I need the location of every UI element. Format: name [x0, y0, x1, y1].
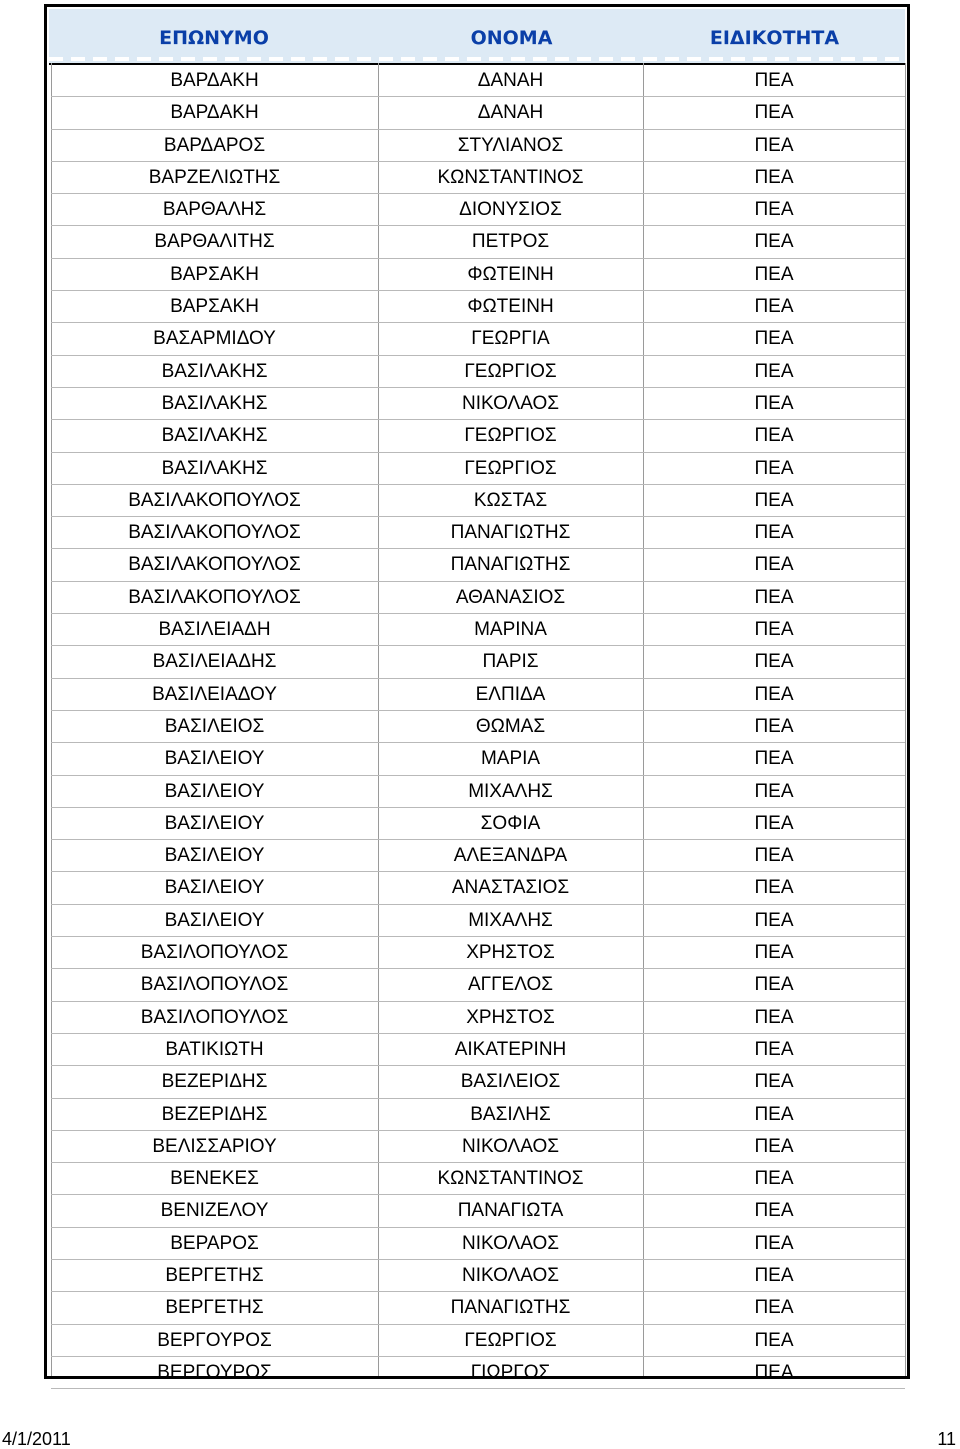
surname-cell: ΒΕΝΙΖΕΛΟΥ	[160, 1200, 269, 1222]
table-row	[51, 388, 905, 420]
first-name-cell: ΧΡΗΣΤΟΣ	[466, 1006, 555, 1028]
page-number: 11	[937, 1429, 956, 1449]
first-name-cell: ΑΙΚΑΤΕΡΙΝΗ	[454, 1038, 567, 1060]
specialty-cell: ΠΕΑ	[754, 748, 794, 770]
first-name-cell: ΚΩΝΣΤΑΝΤΙΝΟΣ	[437, 166, 584, 188]
first-name-cell: ΓΕΩΡΓΙΟΣ	[464, 1329, 557, 1351]
surname-cell: ΒΑΣΙΛΑΚΗΣ	[161, 457, 268, 479]
surname-cell: ΒΕΡΓΕΤΗΣ	[165, 1264, 264, 1286]
surname-cell: ΒΑΣΙΛΑΚΟΠΟΥΛΟΣ	[128, 586, 301, 608]
table-row	[51, 646, 905, 678]
first-name-cell: ΜΑΡΙΝΑ	[474, 619, 547, 641]
staff-table	[44, 4, 910, 1383]
table-row	[51, 97, 905, 129]
first-name-cell: ΔΑΝΑΗ	[477, 70, 544, 91]
first-name-cell: ΑΓΓΕΛΟΣ	[467, 974, 554, 996]
specialty-cell: ΠΕΑ	[754, 1103, 794, 1125]
surname-cell: ΒΑΣΙΛΑΚΟΠΟΥΛΟΣ	[128, 554, 301, 576]
table-row	[51, 808, 905, 840]
header-surname: ΕΠΩΝΥΜΟ	[159, 27, 269, 49]
table-row	[51, 130, 905, 162]
first-name-cell: ΓΕΩΡΓΙΟΣ	[464, 360, 557, 382]
specialty-cell: ΠΕΑ	[754, 586, 794, 608]
table-header-row	[49, 9, 905, 65]
column-divider	[905, 63, 906, 1376]
surname-cell: ΒΑΣΙΛΑΚΟΠΟΥΛΟΣ	[128, 522, 301, 544]
surname-cell: ΒΑΣΙΛΕΙΟΥ	[164, 812, 265, 834]
surname-cell: ΒΑΣΙΛΕΙΟΣ	[164, 715, 265, 737]
table-row	[51, 485, 905, 517]
specialty-cell: ΠΕΑ	[754, 1006, 794, 1028]
specialty-cell: ΠΕΑ	[754, 134, 794, 156]
first-name-cell: ΔΑΝΑΗ	[477, 102, 544, 124]
table-row	[51, 1357, 905, 1389]
table-row	[51, 1195, 905, 1227]
specialty-cell: ΠΕΑ	[754, 812, 794, 834]
first-name-cell: ΜΑΡΙΑ	[480, 748, 541, 770]
surname-cell: ΒΕΡΓΟΥΡΟΣ	[157, 1361, 272, 1383]
specialty-cell: ΠΕΑ	[754, 1361, 794, 1383]
surname-cell: ΒΕΖΕΡΙΔΗΣ	[161, 1071, 268, 1093]
footer-date: 4/1/2011	[2, 1429, 71, 1449]
table-row	[51, 937, 905, 969]
table-row	[51, 1066, 905, 1098]
specialty-cell: ΠΕΑ	[754, 70, 794, 91]
first-name-cell: ΣΟΦΙΑ	[480, 812, 541, 834]
surname-cell: ΒΑΣΙΛΟΠΟΥΛΟΣ	[140, 942, 289, 964]
first-name-cell: ΑΘΑΝΑΣΙΟΣ	[455, 586, 566, 608]
table-row	[51, 776, 905, 808]
specialty-cell: ΠΕΑ	[754, 683, 794, 705]
first-name-cell: ΓΙΩΡΓΟΣ	[470, 1361, 551, 1383]
table-row	[51, 356, 905, 388]
table-row	[51, 226, 905, 258]
surname-cell: ΒΑΡΘΑΛΗΣ	[162, 199, 267, 221]
specialty-cell: ΠΕΑ	[754, 392, 794, 414]
first-name-cell: ΝΙΚΟΛΑΟΣ	[461, 1135, 559, 1157]
first-name-cell: ΠΑΡΙΣ	[482, 651, 539, 673]
surname-cell: ΒΑΣΙΛΕΙΟΥ	[164, 909, 265, 931]
surname-cell: ΒΑΣΙΛΕΙΑΔΟΥ	[152, 683, 277, 705]
first-name-cell: ΣΤΥΛΙΑΝΟΣ	[457, 134, 564, 156]
first-name-cell: ΑΛΕΞΑΝΔΡΑ	[453, 845, 568, 867]
specialty-cell: ΠΕΑ	[754, 974, 794, 996]
table-row	[51, 1292, 905, 1324]
surname-cell: ΒΕΡΓΕΤΗΣ	[165, 1297, 264, 1319]
table-row	[51, 549, 905, 581]
table-row	[51, 291, 905, 323]
first-name-cell: ΠΑΝΑΓΙΩΤΑ	[457, 1200, 564, 1222]
table-row	[51, 323, 905, 355]
first-name-cell: ΘΩΜΑΣ	[475, 715, 546, 737]
first-name-cell: ΓΕΩΡΓΙΟΣ	[464, 425, 557, 447]
table-body	[51, 65, 905, 1389]
first-name-cell: ΠΑΝΑΓΙΩΤΗΣ	[450, 1297, 571, 1319]
table-row	[51, 1034, 905, 1066]
specialty-cell: ΠΕΑ	[754, 619, 794, 641]
table-row	[51, 420, 905, 452]
first-name-cell: ΠΕΤΡΟΣ	[471, 231, 550, 253]
surname-cell: ΒΑΣΙΛΕΙΑΔΗΣ	[152, 651, 277, 673]
surname-cell: ΒΑΡΔΑΚΗ	[170, 70, 259, 91]
surname-cell: ΒΑΣΙΛΑΚΗΣ	[161, 392, 268, 414]
first-name-cell: ΒΑΣΙΛΗΣ	[470, 1103, 551, 1125]
table-row	[51, 905, 905, 937]
first-name-cell: ΝΙΚΟΛΑΟΣ	[461, 1232, 559, 1254]
specialty-cell: ΠΕΑ	[754, 1038, 794, 1060]
surname-cell: ΒΑΤΙΚΙΩΤΗ	[165, 1038, 264, 1060]
surname-cell: ΒΑΡΔΑΡΟΣ	[163, 134, 266, 156]
surname-cell: ΒΑΡΣΑΚΗ	[170, 263, 259, 285]
table-row	[51, 840, 905, 872]
table-row	[51, 1099, 905, 1131]
first-name-cell: ΦΩΤΕΙΝΗ	[467, 296, 554, 318]
first-name-cell: ΝΙΚΟΛΑΟΣ	[461, 392, 559, 414]
table-row	[51, 1260, 905, 1292]
surname-cell: ΒΑΣΙΛΕΙΟΥ	[164, 845, 265, 867]
specialty-cell: ΠΕΑ	[754, 1200, 794, 1222]
first-name-cell: ΔΙΟΝΥΣΙΟΣ	[459, 199, 562, 221]
surname-cell: ΒΑΣΑΡΜΙΔΟΥ	[153, 328, 276, 350]
first-name-cell: ΚΩΣΤΑΣ	[473, 489, 548, 511]
specialty-cell: ΠΕΑ	[754, 1329, 794, 1351]
table-row	[51, 517, 905, 549]
specialty-cell: ΠΕΑ	[754, 877, 794, 899]
table-row	[51, 969, 905, 1001]
specialty-cell: ΠΕΑ	[754, 780, 794, 802]
surname-cell: ΒΑΣΙΛΑΚΟΠΟΥΛΟΣ	[128, 489, 301, 511]
specialty-cell: ΠΕΑ	[754, 231, 794, 253]
specialty-cell: ΠΕΑ	[754, 554, 794, 576]
surname-cell: ΒΑΣΙΛΕΙΟΥ	[164, 877, 265, 899]
first-name-cell: ΝΙΚΟΛΑΟΣ	[461, 1264, 559, 1286]
surname-cell: ΒΑΣΙΛΕΙΟΥ	[164, 780, 265, 802]
header-first-name: ΟΝΟΜΑ	[470, 27, 553, 49]
specialty-cell: ΠΕΑ	[754, 102, 794, 124]
table-row	[51, 259, 905, 291]
table-row	[51, 614, 905, 646]
specialty-cell: ΠΕΑ	[754, 942, 794, 964]
first-name-cell: ΦΩΤΕΙΝΗ	[467, 263, 554, 285]
table-row	[51, 1228, 905, 1260]
table-row	[51, 453, 905, 485]
specialty-cell: ΠΕΑ	[754, 296, 794, 318]
surname-cell: ΒΑΡΖΕΛΙΩΤΗΣ	[148, 166, 281, 188]
table-row	[51, 582, 905, 614]
first-name-cell: ΜΙΧΑΛΗΣ	[468, 909, 553, 931]
first-name-cell: ΧΡΗΣΤΟΣ	[466, 942, 555, 964]
surname-cell: ΒΕΡΓΟΥΡΟΣ	[157, 1329, 272, 1351]
specialty-cell: ΠΕΑ	[754, 522, 794, 544]
first-name-cell: ΜΙΧΑΛΗΣ	[468, 780, 553, 802]
specialty-cell: ΠΕΑ	[754, 845, 794, 867]
specialty-cell: ΠΕΑ	[754, 1297, 794, 1319]
specialty-cell: ΠΕΑ	[754, 199, 794, 221]
specialty-cell: ΠΕΑ	[754, 651, 794, 673]
first-name-cell: ΕΛΠΙΔΑ	[475, 683, 546, 705]
first-name-cell: ΚΩΝΣΤΑΝΤΙΝΟΣ	[437, 1168, 584, 1190]
specialty-cell: ΠΕΑ	[754, 166, 794, 188]
surname-cell: ΒΑΣΙΛΑΚΗΣ	[161, 425, 268, 447]
first-name-cell: ΠΑΝΑΓΙΩΤΗΣ	[450, 554, 571, 576]
table-row	[51, 1325, 905, 1357]
specialty-cell: ΠΕΑ	[754, 328, 794, 350]
surname-cell: ΒΕΖΕΡΙΔΗΣ	[161, 1103, 268, 1125]
surname-cell: ΒΑΣΙΛΑΚΗΣ	[161, 360, 268, 382]
header-specialty: ΕΙΔΙΚΟΤΗΤΑ	[709, 27, 840, 49]
first-name-cell: ΑΝΑΣΤΑΣΙΟΣ	[451, 877, 570, 899]
specialty-cell: ΠΕΑ	[754, 715, 794, 737]
table-row	[51, 743, 905, 775]
table-row	[51, 711, 905, 743]
table-row	[51, 65, 905, 97]
first-name-cell: ΒΑΣΙΛΕΙΟΣ	[460, 1071, 561, 1093]
specialty-cell: ΠΕΑ	[754, 1135, 794, 1157]
table-row	[51, 194, 905, 226]
table-row	[51, 162, 905, 194]
specialty-cell: ΠΕΑ	[754, 1168, 794, 1190]
surname-cell: ΒΑΣΙΛΟΠΟΥΛΟΣ	[140, 974, 289, 996]
specialty-cell: ΠΕΑ	[754, 1264, 794, 1286]
surname-cell: ΒΑΣΙΛΟΠΟΥΛΟΣ	[140, 1006, 289, 1028]
first-name-cell: ΓΕΩΡΓΙΟΣ	[464, 457, 557, 479]
first-name-cell: ΠΑΝΑΓΙΩΤΗΣ	[450, 522, 571, 544]
table-row	[51, 1131, 905, 1163]
surname-cell: ΒΕΝΕΚΕΣ	[170, 1168, 259, 1190]
surname-cell: ΒΑΣΙΛΕΙΟΥ	[164, 748, 265, 770]
specialty-cell: ΠΕΑ	[754, 263, 794, 285]
surname-cell: ΒΑΡΘΑΛΙΤΗΣ	[154, 231, 275, 253]
header-dash-divider	[49, 57, 905, 61]
table-row	[51, 1163, 905, 1195]
first-name-cell: ΓΕΩΡΓΙΑ	[471, 328, 550, 350]
surname-cell: ΒΑΡΣΑΚΗ	[170, 296, 259, 318]
surname-cell: ΒΕΛΙΣΣΑΡΙΟΥ	[152, 1135, 277, 1157]
specialty-cell: ΠΕΑ	[754, 1232, 794, 1254]
surname-cell: ΒΑΡΔΑΚΗ	[170, 102, 259, 124]
surname-cell: ΒΕΡΑΡΟΣ	[170, 1232, 259, 1254]
table-row	[51, 1002, 905, 1034]
table-row	[51, 679, 905, 711]
surname-cell: ΒΑΣΙΛΕΙΑΔΗ	[158, 619, 271, 641]
specialty-cell: ΠΕΑ	[754, 1071, 794, 1093]
specialty-cell: ΠΕΑ	[754, 360, 794, 382]
specialty-cell: ΠΕΑ	[754, 489, 794, 511]
table-row	[51, 872, 905, 904]
specialty-cell: ΠΕΑ	[754, 457, 794, 479]
specialty-cell: ΠΕΑ	[754, 425, 794, 447]
specialty-cell: ΠΕΑ	[754, 909, 794, 931]
